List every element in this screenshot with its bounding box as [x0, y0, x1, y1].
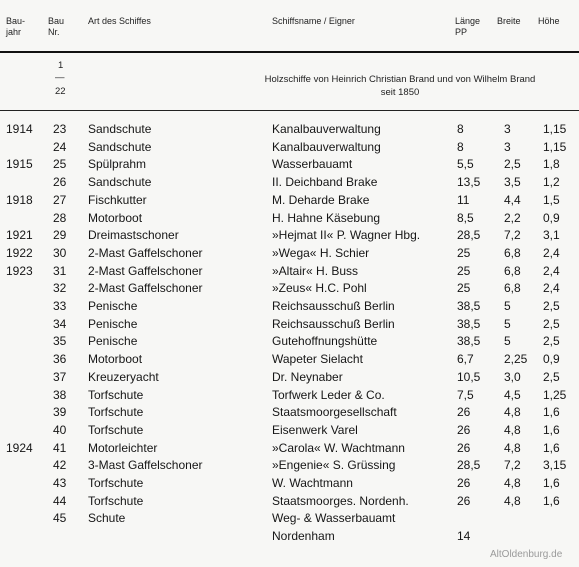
cell-owner: »Carola« W. Wachtmann: [272, 440, 405, 455]
cell-width: 4,8: [504, 476, 521, 490]
cell-owner: Wasserbauamt: [272, 157, 353, 172]
cell-height: 3,15: [543, 458, 567, 473]
cell-owner: II. Deichband Brake: [272, 175, 378, 190]
header-year: [6, 16, 25, 38]
cell-owner: Kanalbauverwaltung: [272, 122, 381, 136]
cell-length: 38,5: [457, 334, 481, 349]
cell-nr: 30: [53, 245, 67, 260]
cell-type: Penische: [88, 299, 138, 313]
header-year-line1: Bau-: [6, 16, 26, 26]
cell-height: 1,2: [543, 175, 560, 190]
table-row: [0, 279, 579, 297]
cell-width: 4,8: [504, 440, 521, 455]
cell-nr: 23: [53, 122, 67, 136]
cell-type: 2-Mast Gaffelschoner: [88, 263, 203, 278]
cell-length: 8: [457, 122, 464, 136]
table-row: [0, 120, 579, 138]
cell-nr: 43: [53, 476, 67, 490]
intro-range-sep: —: [55, 72, 65, 83]
cell-width: 3,0: [504, 369, 521, 384]
cell-height: 1,6: [543, 422, 560, 437]
cell-nr: 40: [53, 422, 67, 437]
cell-height: 1,6: [543, 440, 560, 455]
cell-nr: 29: [53, 228, 67, 243]
cell-length: 38,5: [457, 316, 481, 331]
intro-range-top: 1: [58, 60, 64, 71]
cell-height: 1,15: [543, 139, 567, 154]
intro-range-bottom: 22: [55, 86, 66, 97]
cell-owner: W. Wachtmann: [272, 476, 353, 490]
cell-length: 26: [457, 422, 471, 437]
cell-width: 3: [504, 122, 511, 136]
header-nr-line2: Nr.: [48, 27, 60, 37]
cell-nr: 44: [53, 493, 67, 508]
table-row: [0, 492, 579, 510]
table-row: [0, 403, 579, 421]
cell-length: 25: [457, 281, 471, 296]
cell-owner: M. Deharde Brake: [272, 192, 370, 207]
cell-type: 2-Mast Gaffelschoner: [88, 245, 203, 260]
cell-type: Schute: [88, 511, 126, 526]
cell-height: 1,25: [543, 387, 567, 402]
cell-year: 1918: [6, 192, 33, 207]
cell-nr: 34: [53, 316, 67, 331]
cell-type: Fischkutter: [88, 192, 147, 207]
cell-owner: H. Hahne Käsebung: [272, 210, 381, 225]
cell-length: 5,5: [457, 157, 474, 172]
table-row: [0, 173, 579, 191]
cell-height: 1,6: [543, 476, 560, 490]
cell-height: 2,5: [543, 299, 560, 313]
header-nr: [48, 16, 64, 38]
cell-nr: 42: [53, 458, 67, 473]
header-rule: [0, 51, 579, 53]
cell-owner: Staatsmoorges. Nordenh.: [272, 493, 409, 508]
cell-owner: »Altair« H. Buss: [272, 263, 359, 278]
cell-year: 1922: [6, 245, 33, 260]
table-row: [0, 155, 579, 173]
cell-length: 26: [457, 440, 471, 455]
cell-height: 2,4: [543, 245, 560, 260]
header-height: Höhe: [538, 16, 560, 26]
cell-width: 3,5: [504, 175, 521, 190]
cell-height: 1,15: [543, 122, 567, 136]
cell-height: 1,6: [543, 493, 560, 508]
cell-owner: Nordenham: [272, 529, 335, 544]
table-row: [0, 439, 579, 457]
cell-height: 1,8: [543, 157, 560, 172]
header-length-line1: Länge: [455, 16, 481, 26]
cell-height: 0,9: [543, 352, 560, 367]
cell-height: 2,5: [543, 369, 560, 384]
table-row: [0, 421, 579, 439]
cell-height: 2,4: [543, 263, 560, 278]
cell-type: Sandschute: [88, 122, 152, 136]
cell-type: Motorboot: [88, 352, 143, 367]
cell-type: Penische: [88, 334, 138, 349]
cell-owner: Kanalbauverwaltung: [272, 139, 381, 154]
cell-nr: 39: [53, 405, 67, 420]
cell-type: Motorleichter: [88, 440, 158, 455]
cell-nr: 45: [53, 511, 67, 526]
cell-width: 4,8: [504, 422, 521, 437]
cell-length: 7,5: [457, 387, 474, 402]
cell-type: Dreimastschoner: [88, 228, 179, 243]
header-owner: Schiffsname / Eigner: [272, 16, 355, 26]
table-row: [0, 244, 579, 262]
cell-width: 6,8: [504, 263, 521, 278]
cell-width: 3: [504, 139, 511, 154]
cell-length: 11: [457, 192, 470, 207]
cell-length: 8: [457, 139, 464, 154]
cell-type: Torfschute: [88, 405, 144, 420]
cell-length: 26: [457, 476, 471, 490]
table-row: [0, 332, 579, 350]
cell-nr: 27: [53, 192, 67, 207]
cell-width: 4,5: [504, 387, 521, 402]
cell-height: 2,4: [543, 281, 560, 296]
cell-length: 13,5: [457, 175, 481, 190]
cell-year: 1915: [6, 157, 33, 172]
cell-width: 5: [504, 299, 511, 313]
cell-width: 2,5: [504, 157, 521, 172]
cell-nr: 26: [53, 175, 67, 190]
cell-width: 4,4: [504, 192, 521, 207]
table-row: [0, 350, 579, 368]
cell-year: 1924: [6, 440, 33, 455]
cell-width: 2,25: [504, 352, 528, 367]
cell-nr: 28: [53, 210, 67, 225]
cell-height: 2,5: [543, 316, 560, 331]
cell-height: 1,6: [543, 405, 560, 420]
cell-nr: 32: [53, 281, 67, 296]
table-row: [0, 474, 579, 492]
cell-type: Torfschute: [88, 476, 144, 490]
header-type: Art des Schiffes: [88, 16, 151, 26]
table-row: [0, 386, 579, 404]
cell-type: 2-Mast Gaffelschoner: [88, 281, 203, 296]
cell-width: 4,8: [504, 493, 521, 508]
cell-year: 1923: [6, 263, 33, 278]
watermark: AltOldenburg.de: [490, 549, 563, 560]
cell-nr: 35: [53, 334, 67, 349]
cell-year: 1914: [6, 122, 33, 136]
intro-rule: [0, 110, 579, 111]
cell-owner: Staatsmoorgesellschaft: [272, 405, 397, 420]
cell-owner: Weg- & Wasserbauamt: [272, 511, 396, 526]
cell-length: 25: [457, 245, 471, 260]
cell-nr: 37: [53, 369, 67, 384]
table-row: [0, 262, 579, 280]
header-nr-line1: Bau: [48, 16, 65, 26]
cell-nr: 41: [53, 440, 67, 455]
table-row: [0, 527, 579, 545]
cell-type: Sandschute: [88, 139, 152, 154]
cell-type: Sandschute: [88, 175, 152, 190]
cell-height: 3,1: [543, 228, 560, 243]
table-row: [0, 226, 579, 244]
cell-owner: »Hejmat II« P. Wagner Hbg.: [272, 228, 421, 243]
cell-width: 5: [504, 334, 511, 349]
header-length: [455, 16, 480, 38]
cell-type: Kreuzeryacht: [88, 369, 159, 384]
table-row: [0, 297, 579, 315]
cell-nr: 31: [53, 263, 67, 278]
cell-owner: Torfwerk Leder & Co.: [272, 387, 385, 402]
header-length-line2: PP: [455, 27, 468, 37]
table-row: [0, 138, 579, 156]
cell-type: Penische: [88, 316, 138, 331]
cell-length: 10,5: [457, 369, 481, 384]
cell-length: 26: [457, 493, 471, 508]
cell-owner: Dr. Neynaber: [272, 369, 343, 384]
cell-width: 6,8: [504, 245, 521, 260]
cell-length: 38,5: [457, 299, 481, 313]
table-row: [0, 509, 579, 527]
cell-type: Torfschute: [88, 422, 144, 437]
cell-height: 1,5: [543, 192, 560, 207]
cell-height: 0,9: [543, 210, 560, 225]
table-row: [0, 209, 579, 227]
cell-length: 28,5: [457, 228, 481, 243]
intro-title-line2: seit 1850: [380, 87, 420, 98]
cell-length: 8,5: [457, 210, 474, 225]
cell-owner: Gutehoffnungshütte: [272, 334, 378, 349]
cell-width: 4,8: [504, 405, 521, 420]
cell-nr: 38: [53, 387, 67, 402]
cell-type: Torfschute: [88, 493, 144, 508]
cell-nr: 25: [53, 157, 67, 172]
cell-owner: »Wega« H. Schier: [272, 245, 370, 260]
header-width: Breite: [497, 16, 521, 26]
cell-nr: 24: [53, 139, 67, 154]
header-year-line2: jahr: [6, 27, 22, 37]
cell-type: Spülprahm: [88, 157, 147, 172]
cell-width: 7,2: [504, 458, 521, 473]
table-row: [0, 315, 579, 333]
intro-title-line1: Holzschiffe von Heinrich Christian Brand und von Wilhelm Brand: [264, 74, 536, 85]
cell-type: Motorboot: [88, 210, 143, 225]
cell-length: 28,5: [457, 458, 481, 473]
cell-type: Torfschute: [88, 387, 144, 402]
cell-owner: Eisenwerk Varel: [272, 422, 358, 437]
cell-length: 14: [457, 529, 471, 544]
cell-width: 7,2: [504, 228, 521, 243]
cell-year: 1921: [6, 228, 33, 243]
cell-length: 26: [457, 405, 471, 420]
cell-width: 6,8: [504, 281, 521, 296]
cell-height: 2,5: [543, 334, 560, 349]
table-row: [0, 456, 579, 474]
cell-owner: Wapeter Sielacht: [272, 352, 363, 367]
cell-owner: Reichsausschuß Berlin: [272, 316, 395, 331]
cell-owner: »Zeus« H.C. Pohl: [272, 281, 367, 296]
cell-length: 25: [457, 263, 471, 278]
cell-type: 3-Mast Gaffelschoner: [88, 458, 203, 473]
table-row: [0, 191, 579, 209]
cell-owner: Reichsausschuß Berlin: [272, 299, 395, 313]
cell-length: 6,7: [457, 352, 474, 367]
cell-nr: 36: [53, 352, 67, 367]
cell-width: 5: [504, 316, 511, 331]
table-row: [0, 368, 579, 386]
cell-nr: 33: [53, 299, 67, 313]
cell-owner: »Engenie« S. Grüssing: [272, 458, 396, 473]
cell-width: 2,2: [504, 210, 521, 225]
